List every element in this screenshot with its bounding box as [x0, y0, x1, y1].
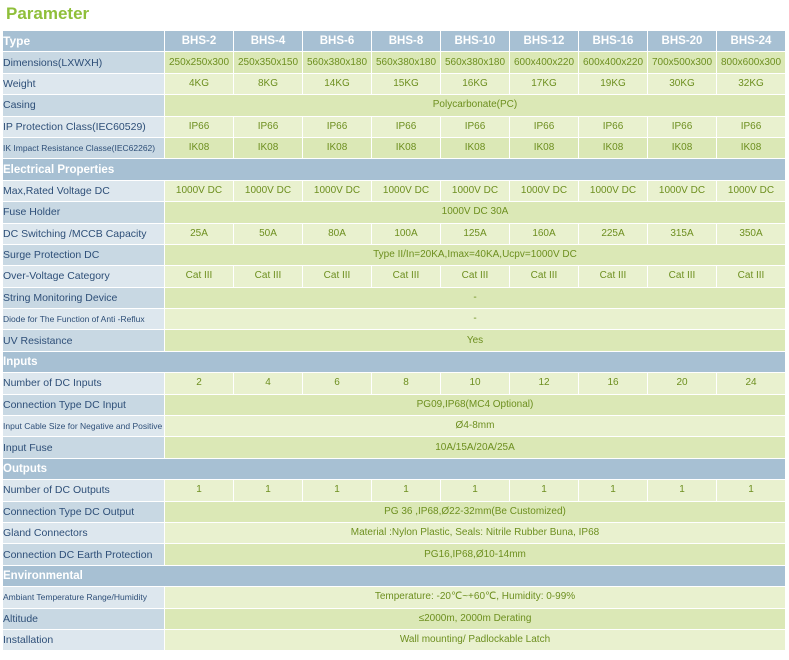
dc-outputs-row [3, 480, 786, 501]
value-cell: 1 [648, 480, 717, 501]
section-title: Electrical Properties [3, 159, 786, 180]
spanned-value-cell: Type II/In=20KA,Imax=40KA,Ucpv=1000V DC [165, 245, 786, 266]
dc-switching-row [3, 224, 786, 245]
spanned-value-cell: Polycarbonate(PC) [165, 95, 786, 116]
value-cell: 250x350x150 [234, 52, 303, 73]
model-header: BHS-20 [648, 31, 717, 52]
value-cell: 1 [372, 480, 441, 501]
cable-size-row [3, 416, 786, 437]
connection-output-row [3, 502, 786, 523]
section-electrical [3, 159, 786, 180]
table-body [3, 52, 786, 651]
section-environmental [3, 566, 786, 587]
row-label: Surge Protection DC [3, 245, 165, 266]
value-cell: 600x400x220 [579, 52, 648, 73]
gland-connectors-row [3, 523, 786, 544]
value-cell: Cat III [441, 266, 510, 287]
row-label: Connection Type DC Output [3, 502, 165, 523]
value-cell: 1 [441, 480, 510, 501]
value-cell: Cat III [579, 266, 648, 287]
value-cell: 1000V DC [510, 181, 579, 202]
row-label: Diode for The Function of Anti -Reflux [3, 309, 165, 330]
value-cell: IK08 [234, 138, 303, 159]
row-label: Over-Voltage Category [3, 266, 165, 287]
value-cell: 2 [165, 373, 234, 394]
value-cell: 1 [234, 480, 303, 501]
row-label: String Monitoring Device [3, 288, 165, 309]
row-label: Ambiant Temperature Range/Humidity [3, 587, 165, 608]
value-cell: 560x380x180 [303, 52, 372, 73]
row-label: Dimensions(LXWXH) [3, 52, 165, 73]
value-cell: 125A [441, 224, 510, 245]
model-header: BHS-16 [579, 31, 648, 52]
row-label: IP Protection Class(IEC60529) [3, 117, 165, 138]
row-label: Weight [3, 74, 165, 95]
earth-protection-row [3, 544, 786, 565]
fuse-holder-row [3, 202, 786, 223]
value-cell: 160A [510, 224, 579, 245]
model-header: BHS-12 [510, 31, 579, 52]
spanned-value-cell: Yes [165, 330, 786, 351]
value-cell: 50A [234, 224, 303, 245]
dimensions-row [3, 52, 786, 73]
row-label: Installation [3, 630, 165, 651]
row-label: Fuse Holder [3, 202, 165, 223]
value-cell: 80A [303, 224, 372, 245]
model-header: BHS-6 [303, 31, 372, 52]
value-cell: IK08 [303, 138, 372, 159]
model-header: BHS-24 [717, 31, 786, 52]
value-cell: 100A [372, 224, 441, 245]
parameter-table [3, 31, 786, 651]
value-cell: 6 [303, 373, 372, 394]
model-header: BHS-10 [441, 31, 510, 52]
value-cell: 225A [579, 224, 648, 245]
value-cell: 1000V DC [165, 181, 234, 202]
value-cell: 1000V DC [372, 181, 441, 202]
over-voltage-row [3, 266, 786, 287]
type-header-row [3, 31, 786, 52]
value-cell: 1000V DC [648, 181, 717, 202]
value-cell: Cat III [717, 266, 786, 287]
value-cell: IP66 [441, 117, 510, 138]
value-cell: 1000V DC [717, 181, 786, 202]
spanned-value-cell: Material :Nylon Plastic, Seals: Nitrile Rubber Buna, IP68 [165, 523, 786, 544]
model-header: BHS-8 [372, 31, 441, 52]
value-cell: 800x600x300 [717, 52, 786, 73]
value-cell: 560x380x180 [372, 52, 441, 73]
row-label: IK Impact Resistance Classe(IEC62262) [3, 138, 165, 159]
value-cell: IK08 [648, 138, 717, 159]
spanned-value-cell: Wall mounting/ Padlockable Latch [165, 630, 786, 651]
value-cell: IK08 [165, 138, 234, 159]
row-label: Input Fuse [3, 437, 165, 458]
value-cell: IP66 [165, 117, 234, 138]
spanned-value-cell: 10A/15A/20A/25A [165, 437, 786, 458]
value-cell: IK08 [510, 138, 579, 159]
value-cell: 350A [717, 224, 786, 245]
value-cell: 250x250x300 [165, 52, 234, 73]
spanned-value-cell: Ø4-8mm [165, 416, 786, 437]
value-cell: 20 [648, 373, 717, 394]
value-cell: 17KG [510, 74, 579, 95]
spanned-value-cell: PG16,IP68,Ø10-14mm [165, 544, 786, 565]
value-cell: 4 [234, 373, 303, 394]
surge-protection-row [3, 245, 786, 266]
spanned-value-cell: 1000V DC 30A [165, 202, 786, 223]
value-cell: 1000V DC [234, 181, 303, 202]
value-cell: IP66 [234, 117, 303, 138]
row-label: Connection DC Earth Protection [3, 544, 165, 565]
value-cell: 560x380x180 [441, 52, 510, 73]
spanned-value-cell: PG 36 ,IP68,Ø22-32mm(Be Customized) [165, 502, 786, 523]
value-cell: IP66 [303, 117, 372, 138]
connection-input-row [3, 395, 786, 416]
value-cell: 30KG [648, 74, 717, 95]
value-cell: 1000V DC [579, 181, 648, 202]
input-fuse-row [3, 437, 786, 458]
value-cell: Cat III [648, 266, 717, 287]
value-cell: 700x500x300 [648, 52, 717, 73]
section-outputs [3, 459, 786, 480]
max-voltage-row [3, 181, 786, 202]
value-cell: IK08 [441, 138, 510, 159]
section-title: Inputs [3, 352, 786, 373]
value-cell: IP66 [510, 117, 579, 138]
spanned-value-cell: PG09,IP68(MC4 Optional) [165, 395, 786, 416]
value-cell: 32KG [717, 74, 786, 95]
value-cell: 19KG [579, 74, 648, 95]
row-label: Connection Type DC Input [3, 395, 165, 416]
type-header-label: Type [3, 31, 165, 52]
value-cell: IP66 [717, 117, 786, 138]
row-label: Max,Rated Voltage DC [3, 181, 165, 202]
ambient-temperature-row [3, 587, 786, 608]
value-cell: 25A [165, 224, 234, 245]
value-cell: IK08 [579, 138, 648, 159]
value-cell: 24 [717, 373, 786, 394]
value-cell: Cat III [372, 266, 441, 287]
weight-row [3, 74, 786, 95]
row-label: Altitude [3, 609, 165, 630]
value-cell: Cat III [234, 266, 303, 287]
value-cell: Cat III [165, 266, 234, 287]
value-cell: 16KG [441, 74, 510, 95]
value-cell: 8KG [234, 74, 303, 95]
string-monitoring-row [3, 288, 786, 309]
spanned-value-cell: - [165, 309, 786, 330]
installation-row [3, 630, 786, 651]
row-label: Gland Connectors [3, 523, 165, 544]
value-cell: 1000V DC [303, 181, 372, 202]
value-cell: IP66 [579, 117, 648, 138]
ip-protection-row [3, 117, 786, 138]
value-cell: 1 [717, 480, 786, 501]
row-label: Number of DC Outputs [3, 480, 165, 501]
section-inputs [3, 352, 786, 373]
uv-resistance-row [3, 330, 786, 351]
section-title: Outputs [3, 459, 786, 480]
value-cell: 16 [579, 373, 648, 394]
dc-inputs-row [3, 373, 786, 394]
ik-impact-row [3, 138, 786, 159]
value-cell: 8 [372, 373, 441, 394]
value-cell: IK08 [372, 138, 441, 159]
value-cell: 4KG [165, 74, 234, 95]
altitude-row [3, 609, 786, 630]
page-title: Parameter [6, 4, 90, 23]
value-cell: 315A [648, 224, 717, 245]
value-cell: 1 [579, 480, 648, 501]
row-label: UV Resistance [3, 330, 165, 351]
value-cell: 1000V DC [441, 181, 510, 202]
spanned-value-cell: ≤2000m, 2000m Derating [165, 609, 786, 630]
value-cell: 1 [303, 480, 372, 501]
value-cell: IP66 [648, 117, 717, 138]
row-label: Input Cable Size for Negative and Positive [3, 416, 165, 437]
model-header: BHS-4 [234, 31, 303, 52]
spanned-value-cell: - [165, 288, 786, 309]
value-cell: Cat III [303, 266, 372, 287]
anti-reflux-row [3, 309, 786, 330]
casing-row [3, 95, 786, 116]
spanned-value-cell: Temperature: -20℃~+60℃, Humidity: 0-99% [165, 587, 786, 608]
value-cell: IK08 [717, 138, 786, 159]
row-label: DC Switching /MCCB Capacity [3, 224, 165, 245]
value-cell: 14KG [303, 74, 372, 95]
value-cell: 1 [165, 480, 234, 501]
value-cell: 12 [510, 373, 579, 394]
value-cell: Cat III [510, 266, 579, 287]
value-cell: 10 [441, 373, 510, 394]
row-label: Number of DC Inputs [3, 373, 165, 394]
model-header: BHS-2 [165, 31, 234, 52]
value-cell: 1 [510, 480, 579, 501]
row-label: Casing [3, 95, 165, 116]
value-cell: 15KG [372, 74, 441, 95]
value-cell: IP66 [372, 117, 441, 138]
value-cell: 600x400x220 [510, 52, 579, 73]
section-title: Environmental [3, 566, 786, 587]
